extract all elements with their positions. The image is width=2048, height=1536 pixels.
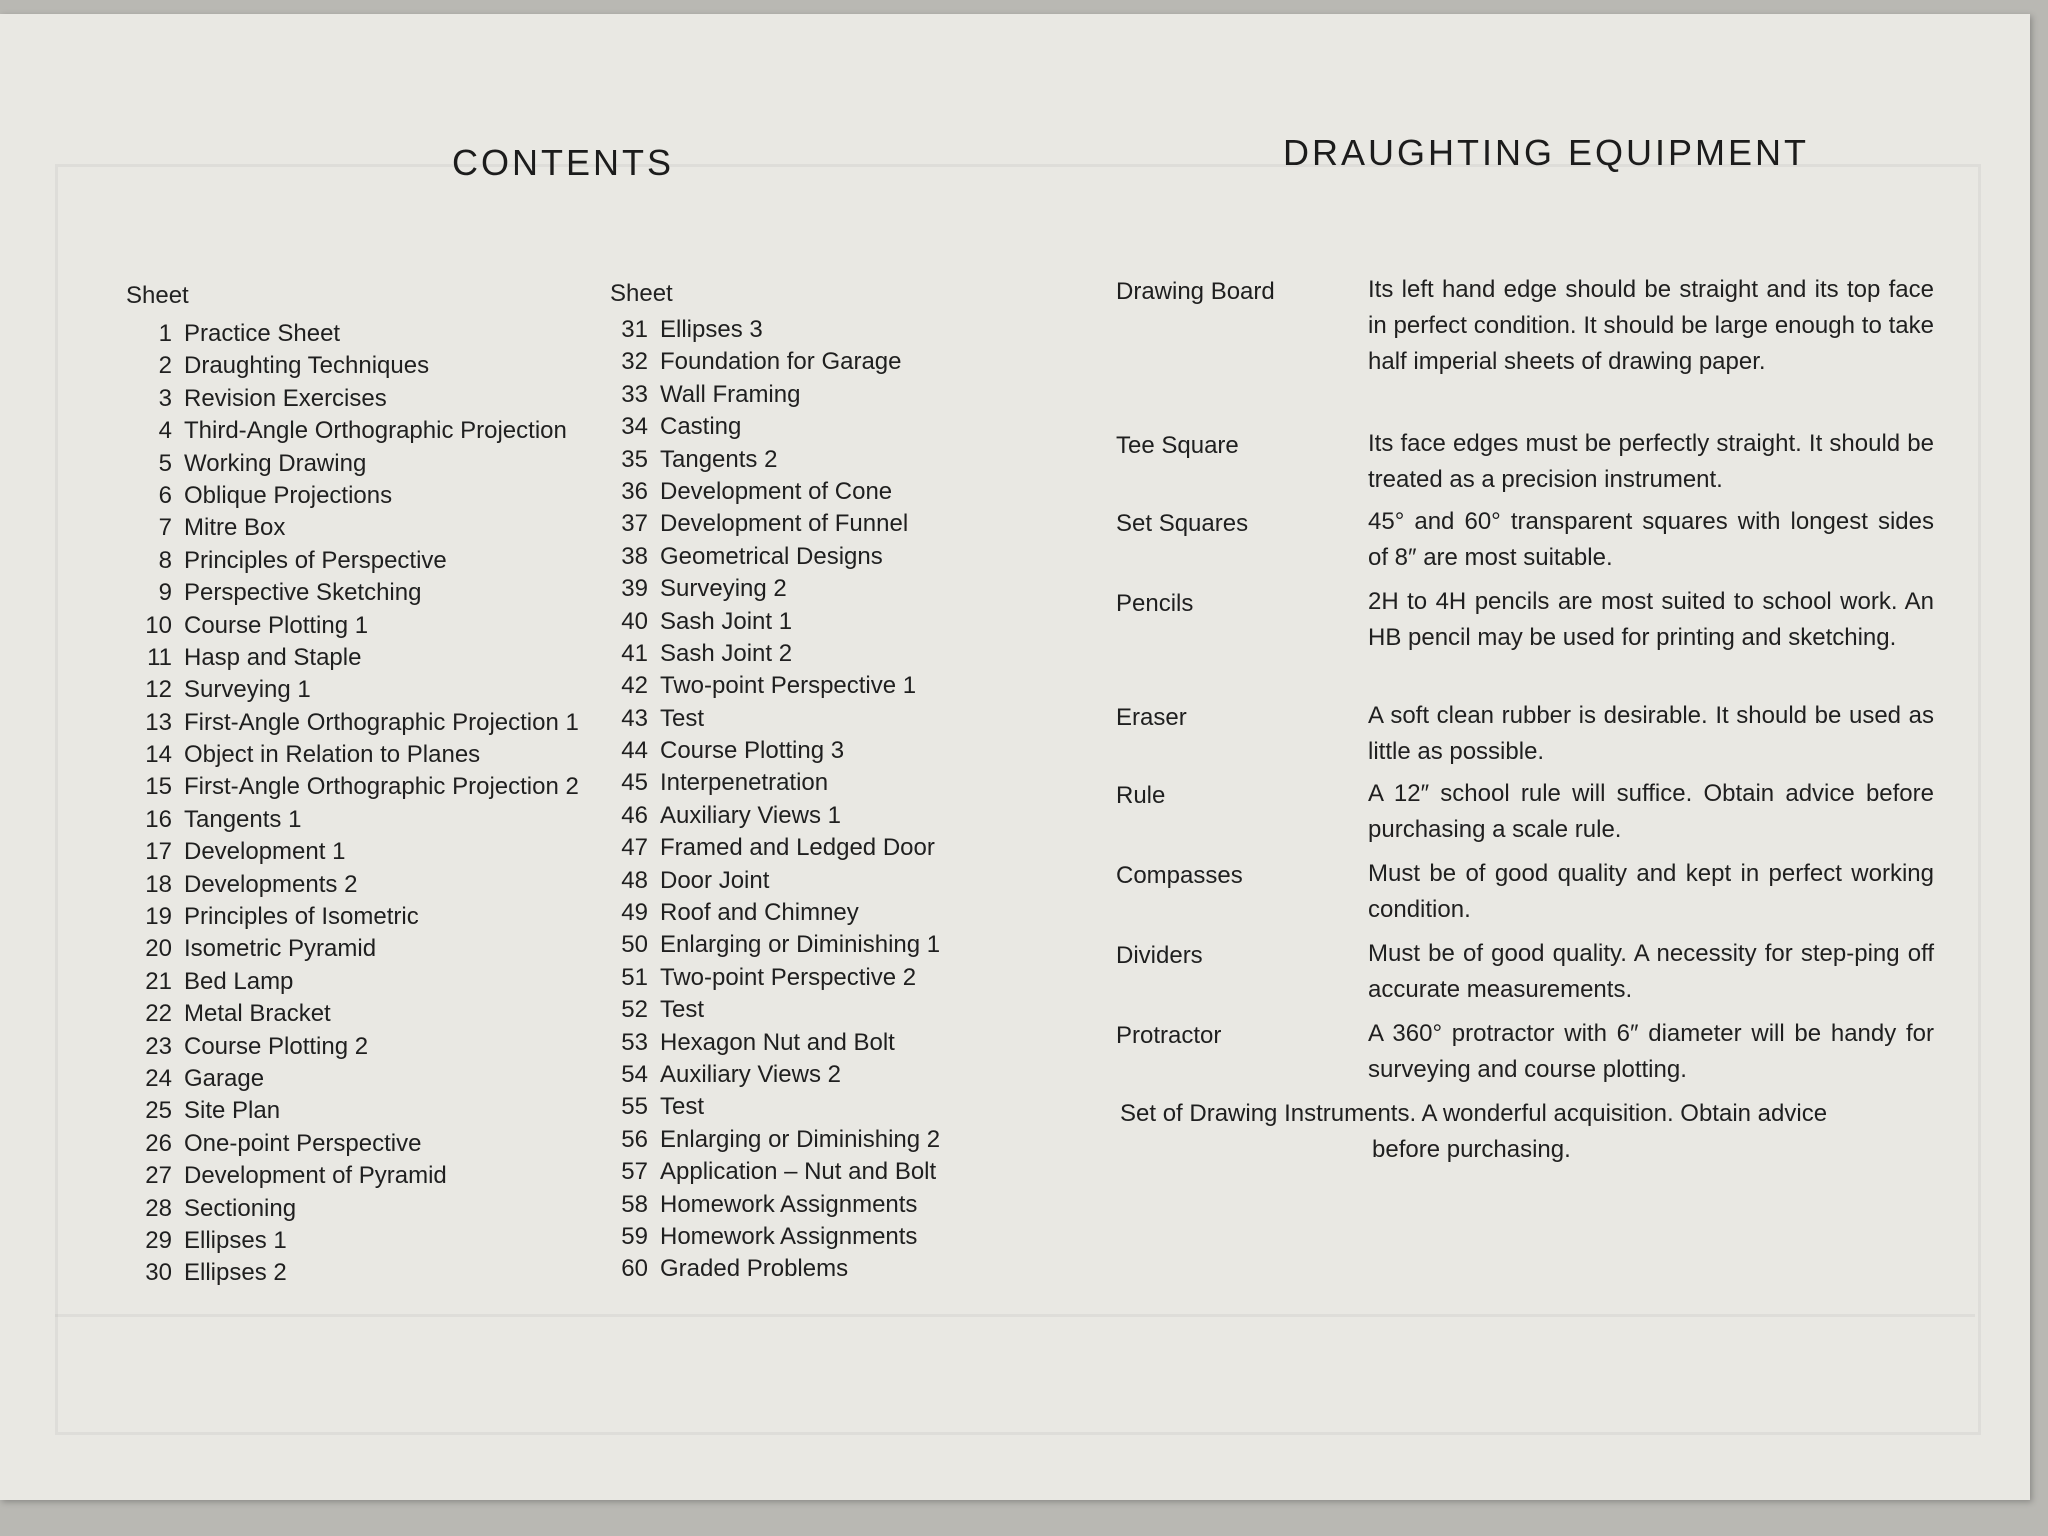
- contents-entry: [592, 444, 940, 476]
- sheet-title: Framed and Ledged Door: [660, 834, 935, 862]
- contents-entry: [592, 800, 940, 832]
- sheet-title: Test: [660, 1093, 705, 1121]
- contents-entry: [116, 869, 579, 901]
- sheet-title: Development of Pyramid: [184, 1162, 447, 1190]
- equipment-name: Drawing Board: [1116, 278, 1275, 305]
- contents-entry: [592, 638, 940, 670]
- sheet-number: 16: [145, 805, 172, 833]
- sheet-title: Tangents 2: [660, 445, 778, 473]
- equipment-desc: 45° and 60° transparent squares with longest sides of 8″ are most suitable.: [1368, 508, 1934, 571]
- contents-entry: [592, 1124, 940, 1156]
- contents-entry: [116, 998, 579, 1030]
- contents-entry: [592, 1156, 940, 1188]
- contents-entry: [116, 448, 579, 480]
- contents-entry: [592, 1027, 940, 1059]
- sheet-number: 9: [158, 579, 172, 607]
- contents-entry: [592, 346, 940, 378]
- contents-entry: [116, 966, 579, 998]
- contents-entry: [116, 610, 579, 642]
- sheet-title: Foundation for Garage: [660, 348, 902, 376]
- sheet-title: Ellipses 3: [660, 316, 763, 343]
- contents-entry: [592, 1221, 940, 1253]
- sheet-title: Course Plotting 1: [184, 611, 369, 639]
- sheet-number: 49: [621, 899, 648, 927]
- contents-list-a: [116, 318, 579, 1290]
- sheet-number: 22: [145, 1000, 172, 1028]
- sheet-title: Third-Angle Orthographic Projection: [184, 417, 567, 445]
- sheet-number: 51: [621, 963, 648, 991]
- sheet-number: 32: [621, 348, 648, 376]
- contents-entry: [116, 383, 579, 415]
- contents-list-b: [592, 314, 940, 1286]
- contents-entry: [592, 929, 940, 961]
- contents-entry: [116, 1063, 579, 1095]
- sheet-title: Casting: [660, 413, 742, 441]
- sheet-title: Application – Nut and Bolt: [660, 1158, 937, 1186]
- sheet-title: Enlarging or Diminishing 1: [660, 931, 941, 959]
- sheet-title: Tangents 1: [184, 805, 302, 833]
- contents-heading: CONTENTS: [452, 142, 674, 183]
- sheet-title: Door Joint: [660, 866, 770, 894]
- sheet-number: 44: [621, 737, 648, 765]
- contents-entry: [116, 1160, 579, 1192]
- contents-entry: [116, 577, 579, 609]
- contents-entry: [592, 897, 940, 929]
- sheet-number: 56: [621, 1125, 648, 1153]
- sheet-title: Practice Sheet: [184, 320, 341, 347]
- sheet-title: Mitre Box: [184, 514, 286, 542]
- contents-entry: [116, 1095, 579, 1127]
- sheet-title: Enlarging or Diminishing 2: [660, 1125, 941, 1153]
- sheet-title: Isometric Pyramid: [184, 935, 377, 963]
- sheet-number: 53: [621, 1028, 648, 1056]
- sheet-number: 42: [621, 672, 648, 700]
- sheet-number: 5: [158, 449, 172, 477]
- sheet-number: 28: [145, 1194, 172, 1222]
- equipment-name: Dividers: [1116, 942, 1203, 969]
- equipment-name: Set of Drawing Instruments.: [1120, 1100, 1417, 1127]
- contents-entry: [116, 901, 579, 933]
- sheet-title: Hasp and Staple: [184, 643, 362, 671]
- sheet-title: Course Plotting 2: [184, 1032, 369, 1060]
- sheet-number: 46: [621, 801, 648, 829]
- contents-entry: [592, 767, 940, 799]
- contents-entry: [592, 508, 940, 540]
- sheet-number: 11: [147, 643, 172, 671]
- sheet-title: Draughting Techniques: [184, 352, 430, 380]
- sheet-title: First-Angle Orthographic Projection 1: [184, 708, 579, 736]
- sheet-number: 24: [145, 1064, 172, 1092]
- sheet-number: 36: [621, 477, 648, 505]
- sheet-title: Surveying 1: [184, 676, 311, 704]
- equipment-desc: Must be of good quality and kept in perfect working condition.: [1368, 860, 1934, 923]
- contents-entry: [592, 832, 940, 864]
- sheet-title: Working Drawing: [184, 449, 367, 477]
- contents-entry: [116, 350, 579, 382]
- sheet-title: One-point Perspective: [184, 1129, 422, 1157]
- sheet-title: Homework Assignments: [660, 1222, 918, 1250]
- contents-entry: [592, 541, 940, 573]
- contents-entry: [116, 836, 579, 868]
- sheet-title: Auxiliary Views 1: [660, 801, 841, 829]
- contents-entry: [116, 480, 579, 512]
- contents-entry: [592, 1059, 940, 1091]
- sheet-number: 40: [621, 607, 648, 635]
- contents-entry: [116, 545, 579, 577]
- sheet-title: Wall Framing: [660, 380, 801, 408]
- contents-entry: [592, 1091, 940, 1123]
- sheet-number: 2: [158, 352, 172, 380]
- sheet-number: 45: [621, 769, 648, 797]
- equipment-desc: Its face edges must be perfectly straight. It should be treated as a precision instrument.: [1368, 430, 1934, 493]
- sheet-number: 15: [145, 773, 172, 801]
- equipment-name: Tee Square: [1116, 432, 1239, 459]
- sheet-title: Graded Problems: [660, 1255, 849, 1283]
- sheet-title: Surveying 2: [660, 575, 787, 603]
- contents-entry: [592, 703, 940, 735]
- contents-entry: [592, 573, 940, 605]
- sheet-number: 26: [145, 1129, 172, 1157]
- equipment-name: Rule: [1116, 782, 1166, 809]
- sheet-number: 39: [621, 575, 648, 603]
- sheet-title: Two-point Perspective 2: [660, 963, 917, 991]
- contents-entry: [116, 1225, 579, 1257]
- booklet-page: [0, 14, 2030, 1500]
- sheet-title: First-Angle Orthographic Projection 2: [184, 773, 579, 801]
- sheet-title: Geometrical Designs: [660, 542, 883, 570]
- contents-entry: [116, 318, 579, 350]
- sheet-title: Principles of Isometric: [184, 903, 419, 931]
- sheet-title: Sash Joint 2: [660, 639, 793, 667]
- contents-entry: [592, 994, 940, 1026]
- sheet-title: Interpenetration: [660, 769, 829, 797]
- sheet-title: Homework Assignments: [660, 1190, 918, 1218]
- sheet-number: 47: [621, 834, 648, 862]
- sheet-title: Revision Exercises: [184, 384, 387, 412]
- sheet-title: Sash Joint 1: [660, 607, 793, 635]
- equipment-desc: 2H to 4H pencils are most suited to school work. An HB pencil may be used for printing and sketching.: [1368, 588, 1934, 651]
- sheet-column-label-a: Sheet: [126, 282, 189, 309]
- contents-entry: [592, 476, 940, 508]
- equipment-heading: DRAUGHTING EQUIPMENT: [1283, 132, 1810, 173]
- sheet-title: Test: [660, 704, 705, 732]
- sheet-number: 1: [158, 320, 172, 347]
- sheet-column-label-b: Sheet: [610, 280, 673, 307]
- sheet-title: Perspective Sketching: [184, 579, 422, 607]
- equipment-name: Pencils: [1116, 590, 1194, 617]
- sheet-number: 30: [145, 1259, 172, 1287]
- contents-entry: [116, 739, 579, 771]
- sheet-title: Course Plotting 3: [660, 737, 845, 765]
- contents-entry: [592, 865, 940, 897]
- contents-entry: [592, 670, 940, 702]
- contents-entry: [592, 411, 940, 443]
- sheet-title: Roof and Chimney: [660, 899, 859, 927]
- sheet-number: 13: [145, 708, 172, 736]
- sheet-number: 55: [621, 1093, 648, 1121]
- sheet-number: 23: [145, 1032, 172, 1060]
- contents-entry: [592, 379, 940, 411]
- sheet-number: 60: [621, 1255, 648, 1283]
- sheet-number: 6: [158, 481, 172, 509]
- sheet-number: 41: [621, 639, 648, 667]
- sheet-number: 31: [621, 316, 648, 343]
- sheet-number: 21: [145, 967, 172, 995]
- sheet-title: Ellipses 2: [184, 1259, 287, 1287]
- sheet-number: 3: [158, 384, 172, 412]
- equipment-name: Set Squares: [1116, 510, 1249, 537]
- contents-entry: [592, 1253, 940, 1285]
- contents-entry: [116, 1128, 579, 1160]
- sheet-number: 25: [145, 1097, 172, 1125]
- contents-entry: [116, 933, 579, 965]
- equipment-desc: Must be of good quality. A necessity for step-ping off accurate measurements.: [1368, 940, 1934, 1003]
- sheet-number: 17: [145, 838, 172, 866]
- sheet-number: 57: [621, 1158, 648, 1186]
- equipment-desc: Its left hand edge should be straight and its top face in perfect condition. It should be large enough to take half imperial sheets of drawing paper.: [1368, 276, 1934, 375]
- contents-entry: [116, 512, 579, 544]
- sheet-title: Bed Lamp: [184, 967, 294, 995]
- contents-entry: [116, 1193, 579, 1225]
- contents-entry: [592, 962, 940, 994]
- sheet-number: 20: [145, 935, 172, 963]
- equipment-desc: A 360° protractor with 6″ diameter will be handy for surveying and course plotting.: [1368, 1020, 1934, 1083]
- sheet-number: 54: [621, 1060, 648, 1088]
- sheet-number: 59: [621, 1222, 648, 1250]
- sheet-number: 34: [621, 413, 648, 441]
- sheet-number: 19: [145, 903, 172, 931]
- sheet-title: Object in Relation to Planes: [184, 741, 481, 769]
- sheet-title: Garage: [184, 1064, 265, 1092]
- contents-entry: [592, 1189, 940, 1221]
- contents-entry: [116, 804, 579, 836]
- sheet-title: Auxiliary Views 2: [660, 1060, 841, 1088]
- sheet-number: 58: [621, 1190, 648, 1218]
- contents-entry: [592, 606, 940, 638]
- sheet-number: 10: [145, 611, 172, 639]
- sheet-number: 48: [621, 866, 648, 894]
- sheet-title: Developments 2: [184, 870, 358, 898]
- sheet-title: Oblique Projections: [184, 481, 393, 509]
- equipment-desc: A 12″ school rule will suffice. Obtain advice before purchasing a scale rule.: [1368, 780, 1934, 843]
- equipment-desc-continued: before purchasing.: [1372, 1136, 1571, 1163]
- sheet-title: Test: [660, 996, 705, 1024]
- sheet-number: 43: [621, 704, 648, 732]
- contents-entry: [116, 674, 579, 706]
- sheet-number: 33: [621, 380, 648, 408]
- contents-entry: [116, 642, 579, 674]
- sheet-title: Development of Funnel: [660, 510, 909, 538]
- sheet-number: 12: [145, 676, 172, 704]
- contents-entry: [116, 1031, 579, 1063]
- sheet-number: 50: [621, 931, 648, 959]
- sheet-title: Hexagon Nut and Bolt: [660, 1028, 895, 1056]
- sheet-number: 27: [145, 1162, 172, 1190]
- show-through-footer: [55, 1314, 1975, 1432]
- contents-entry: [116, 1257, 579, 1289]
- sheet-number: 14: [145, 741, 172, 769]
- equipment-desc: A soft clean rubber is desirable. It should be used as little as possible.: [1368, 702, 1934, 765]
- contents-entry: [592, 314, 940, 346]
- sheet-title: Development of Cone: [660, 477, 893, 505]
- sheet-number: 37: [621, 510, 648, 538]
- sheet-number: 18: [145, 870, 172, 898]
- sheet-number: 8: [158, 546, 172, 574]
- equipment-name: Protractor: [1116, 1022, 1222, 1049]
- sheet-number: 35: [621, 445, 648, 473]
- equipment-item-instruments: [1120, 1096, 1934, 1168]
- contents-entry: [592, 735, 940, 767]
- sheet-title: Development 1: [184, 838, 346, 866]
- contents-entry: [116, 415, 579, 447]
- sheet-title: Site Plan: [184, 1097, 281, 1125]
- sheet-title: Ellipses 1: [184, 1226, 287, 1254]
- equipment-desc: A wonderful acquisition. Obtain advice: [1421, 1100, 1828, 1127]
- equipment-name: Compasses: [1116, 862, 1243, 889]
- sheet-number: 38: [621, 542, 648, 570]
- contents-entry: [116, 707, 579, 739]
- sheet-title: Principles of Perspective: [184, 546, 447, 574]
- sheet-title: Sectioning: [184, 1194, 297, 1222]
- sheet-number: 29: [145, 1226, 172, 1254]
- sheet-number: 52: [621, 996, 648, 1024]
- sheet-number: 7: [158, 514, 172, 542]
- sheet-number: 4: [158, 417, 172, 445]
- equipment-name: Eraser: [1116, 704, 1187, 731]
- contents-entry: [116, 771, 579, 803]
- sheet-title: Metal Bracket: [184, 1000, 331, 1028]
- sheet-title: Two-point Perspective 1: [660, 672, 917, 700]
